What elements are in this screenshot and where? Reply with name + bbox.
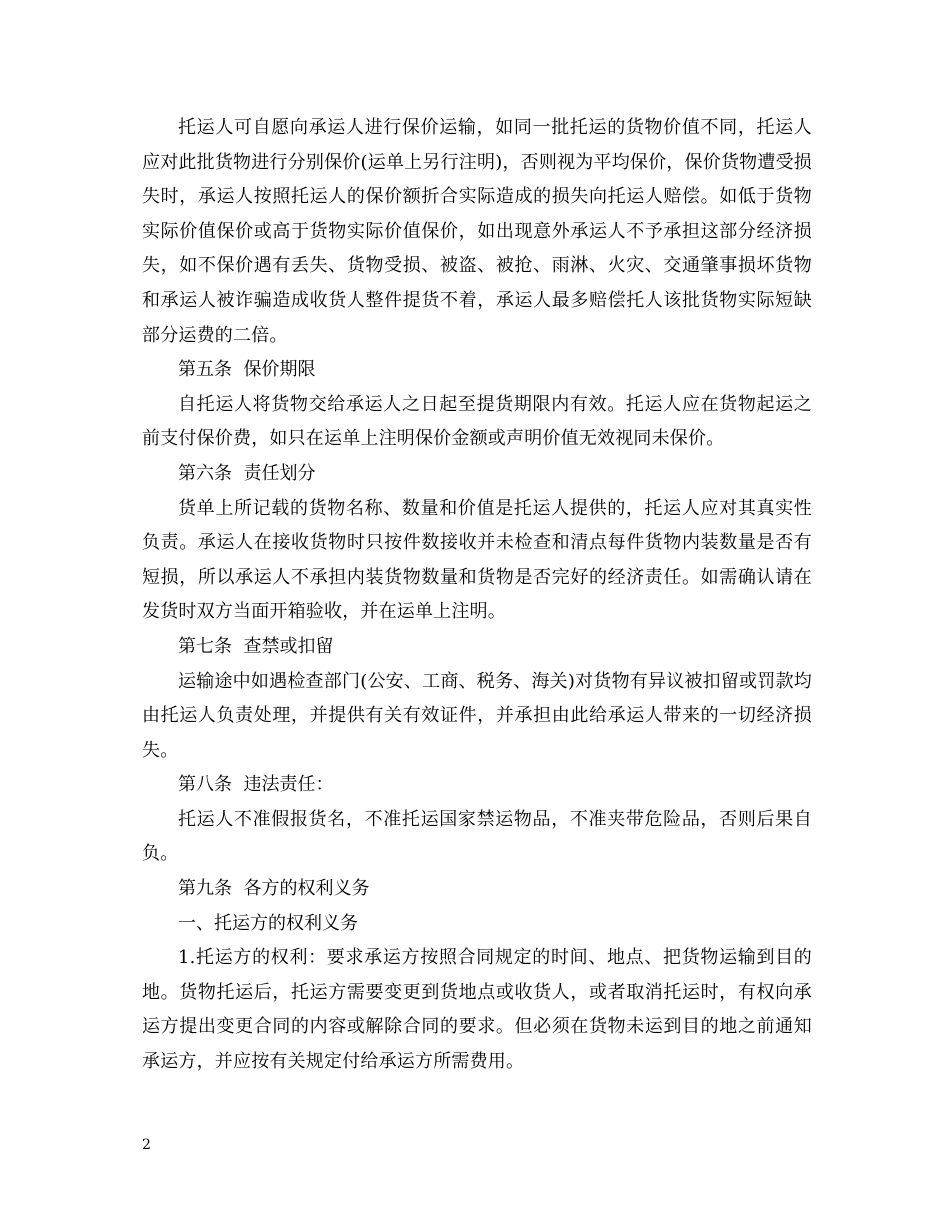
document-body	[142, 111, 812, 1080]
paragraph-shipper-rights-1: 1.托运方的权利：要求承运方按照合同规定的时间、地点、把货物运输到目的地。货物托运后，托运方需要变更到货地点或收货人，或者取消托运时，有权向承运方提出变更合同的内容或解除合同的要求。但必须在货物未运到目的地之前通知承运方，并应按有关规定付给承运方所需费用。	[142, 947, 812, 1073]
heading-article-9: 第九条 各方的权利义务	[178, 878, 370, 900]
heading-article-7: 第七条 查禁或扣留	[178, 635, 334, 657]
paragraph-insured-transport: 托运人可自愿向承运人进行保价运输，如同一批托运的货物价值不同，托运人应对此批货物进行分别保价(运单上另行注明)，否则视为平均保价，保价货物遭受损失时，承运人按照托运人的保价额折合实际造成的损失向托运人赔偿。如低于货物实际价值保价或高于货物实际价值保价，如出现意外承运人不予承担这部分经济损失，如不保价遇有丢失、货物受损、被盗、被抢、雨淋、火灾、交通肇事损坏货物和承运人被诈骗造成收货人整件提货不着，承运人最多赔偿托人该批货物实际短缺部分运费的二倍。	[142, 117, 812, 346]
heading-shipper-rights: 一、托运方的权利义务	[178, 912, 358, 934]
heading-article-8: 第八条 违法责任：	[178, 774, 334, 796]
page-number: 2	[142, 1137, 151, 1153]
paragraph-article-7: 运输途中如遇检查部门(公安、工商、税务、海关)对货物有异议被扣留或罚款均由托运人负责处理，并提供有关有效证件，并承担由此给承运人带来的一切经济损失。	[142, 670, 812, 761]
paragraph-article-8: 托运人不准假报货名，不准托运国家禁运物品，不准夹带危险品，否则后果自负。	[142, 808, 812, 865]
paragraph-article-5: 自托运人将货物交给承运人之日起至提货期限内有效。托运人应在货物起运之前支付保价费，如只在运单上注明保价金额或声明价值无效视同未保价。	[142, 393, 812, 450]
heading-article-6: 第六条 责任划分	[178, 462, 316, 484]
paragraph-article-6: 货单上所记载的货物名称、数量和价值是托运人提供的，托运人应对其真实性负责。承运人在接收货物时只按件数接收并未检查和清点每件货物内装数量是否有短损，所以承运人不承担内装货物数量和货物是否完好的经济责任。如需确认请在发货时双方当面开箱验收，并在运单上注明。	[142, 497, 812, 623]
heading-article-5: 第五条 保价期限	[178, 359, 316, 381]
